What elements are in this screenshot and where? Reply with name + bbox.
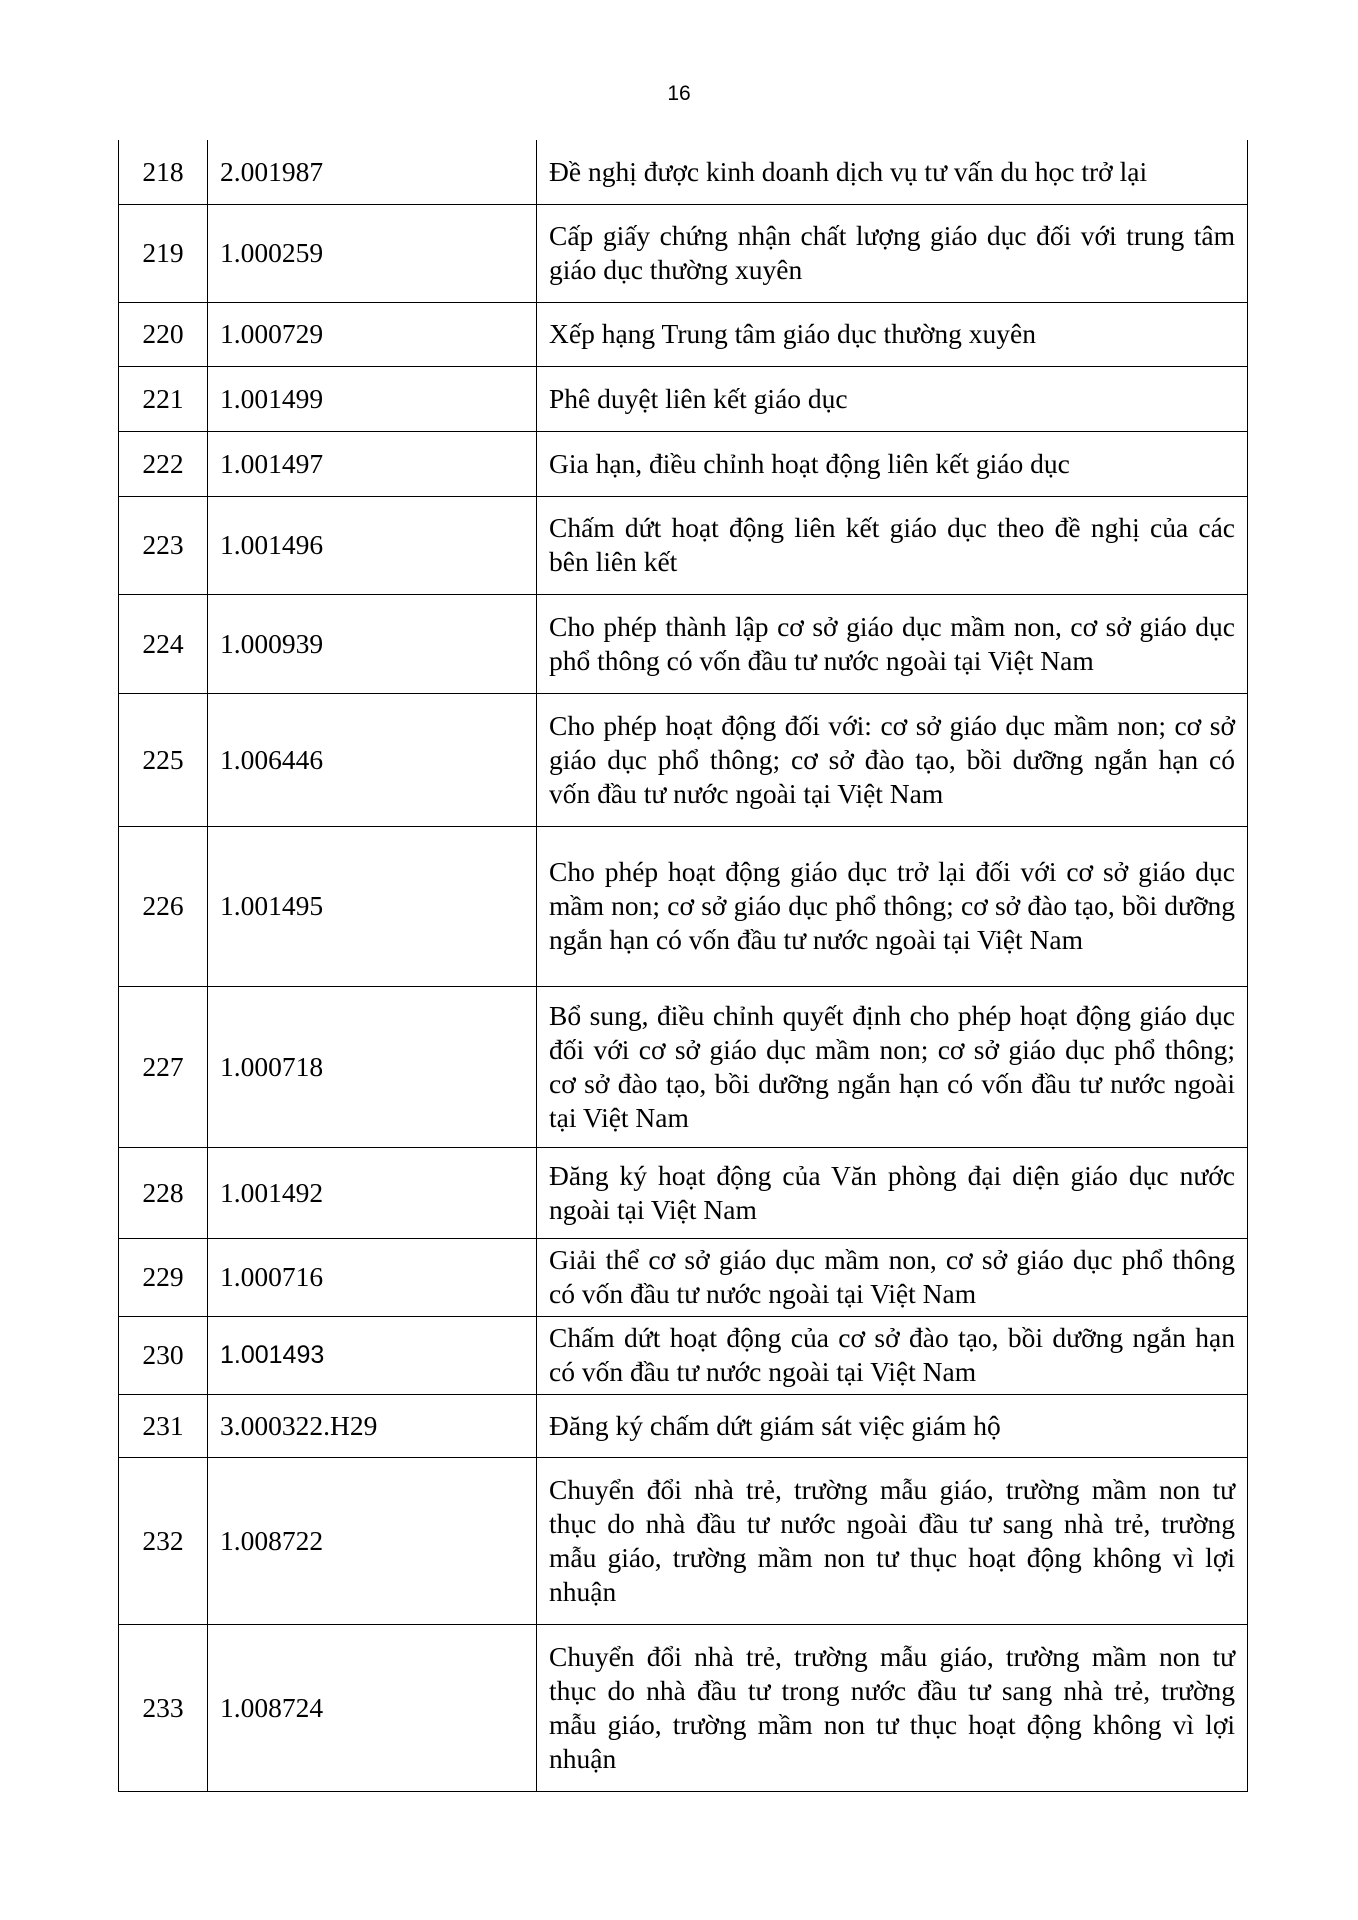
table-row	[119, 693, 1248, 826]
table-row	[119, 1238, 1248, 1316]
row-number: 229	[119, 1238, 208, 1316]
procedure-code: 1.001497	[208, 431, 537, 496]
procedure-code: 1.008724	[208, 1624, 537, 1791]
table-row	[119, 431, 1248, 496]
procedure-name: Chuyển đổi nhà trẻ, trường mẫu giáo, trường mầm non tư thục do nhà đầu tư nước ngoài đầu tư sang nhà trẻ, trường mẫu giáo, trường mầm non tư thục hoạt động không vì lợi nhuận	[537, 1457, 1248, 1624]
row-number: 220	[119, 302, 208, 366]
procedure-code: 3.000322.H29	[208, 1394, 537, 1457]
procedure-code: 1.001493	[208, 1316, 537, 1394]
table-row	[119, 1147, 1248, 1238]
procedure-name: Cho phép hoạt động đối với: cơ sở giáo dục mầm non; cơ sở giáo dục phổ thông; cơ sở đào tạo, bồi dưỡng ngắn hạn có vốn đầu tư nước ngoài tại Việt Nam	[537, 693, 1248, 826]
table-row	[119, 140, 1248, 204]
table-row	[119, 594, 1248, 693]
procedure-code: 1.000259	[208, 204, 537, 302]
row-number: 230	[119, 1316, 208, 1394]
row-number: 227	[119, 986, 208, 1147]
table-row	[119, 1457, 1248, 1624]
row-number: 233	[119, 1624, 208, 1791]
table-row	[119, 1624, 1248, 1791]
procedure-name: Cho phép thành lập cơ sở giáo dục mầm non, cơ sở giáo dục phổ thông có vốn đầu tư nước ngoài tại Việt Nam	[537, 594, 1248, 693]
page-number: 16	[667, 82, 691, 105]
row-number: 223	[119, 496, 208, 594]
table-row	[119, 1316, 1248, 1394]
table-row	[119, 366, 1248, 431]
procedure-name: Xếp hạng Trung tâm giáo dục thường xuyên	[537, 302, 1248, 366]
procedure-code: 1.000729	[208, 302, 537, 366]
row-number: 218	[119, 140, 208, 204]
procedure-name: Đăng ký chấm dứt giám sát việc giám hộ	[537, 1394, 1248, 1457]
procedure-name: Cấp giấy chứng nhận chất lượng giáo dục đối với trung tâm giáo dục thường xuyên	[537, 204, 1248, 302]
procedure-code: 2.001987	[208, 140, 537, 204]
procedure-name: Chuyển đổi nhà trẻ, trường mẫu giáo, trường mầm non tư thục do nhà đầu tư trong nước đầu tư sang nhà trẻ, trường mẫu giáo, trường mầm non tư thục hoạt động không vì lợi nhuận	[537, 1624, 1248, 1791]
procedure-name: Giải thể cơ sở giáo dục mầm non, cơ sở giáo dục phổ thông có vốn đầu tư nước ngoài tại Việt Nam	[537, 1238, 1248, 1316]
procedure-name: Chấm dứt hoạt động liên kết giáo dục theo đề nghị của các bên liên kết	[537, 496, 1248, 594]
procedure-code: 1.000716	[208, 1238, 537, 1316]
row-number: 225	[119, 693, 208, 826]
procedure-code: 1.008722	[208, 1457, 537, 1624]
table-row	[119, 302, 1248, 366]
row-number: 228	[119, 1147, 208, 1238]
procedure-code: 1.001499	[208, 366, 537, 431]
procedure-name: Chấm dứt hoạt động của cơ sở đào tạo, bồi dưỡng ngắn hạn có vốn đầu tư nước ngoài tại Việt Nam	[537, 1316, 1248, 1394]
table-row	[119, 986, 1248, 1147]
procedure-code: 1.000939	[208, 594, 537, 693]
table-row	[119, 1394, 1248, 1457]
row-number: 232	[119, 1457, 208, 1624]
procedure-name: Bổ sung, điều chỉnh quyết định cho phép hoạt động giáo dục đối với cơ sở giáo dục mầm non; cơ sở giáo dục phổ thông; cơ sở đào tạo, bồi dưỡng ngắn hạn có vốn đầu tư nước ngoài tại Việt Nam	[537, 986, 1248, 1147]
procedure-code: 1.001492	[208, 1147, 537, 1238]
row-number: 222	[119, 431, 208, 496]
procedure-code: 1.000718	[208, 986, 537, 1147]
procedure-name: Đăng ký hoạt động của Văn phòng đại diện giáo dục nước ngoài tại Việt Nam	[537, 1147, 1248, 1238]
procedure-code: 1.001495	[208, 826, 537, 986]
procedure-name: Gia hạn, điều chỉnh hoạt động liên kết giáo dục	[537, 431, 1248, 496]
procedure-name: Phê duyệt liên kết giáo dục	[537, 366, 1248, 431]
row-number: 219	[119, 204, 208, 302]
row-number: 226	[119, 826, 208, 986]
table-row	[119, 826, 1248, 986]
row-number: 231	[119, 1394, 208, 1457]
table-row	[119, 204, 1248, 302]
procedure-code: 1.006446	[208, 693, 537, 826]
procedure-table	[118, 140, 1248, 1792]
table-row	[119, 496, 1248, 594]
procedure-name: Cho phép hoạt động giáo dục trở lại đối với cơ sở giáo dục mầm non; cơ sở giáo dục phổ thông; cơ sở đào tạo, bồi dưỡng ngắn hạn có vốn đầu tư nước ngoài tại Việt Nam	[537, 826, 1248, 986]
procedure-name: Đề nghị được kinh doanh dịch vụ tư vấn du học trở lại	[537, 140, 1248, 204]
row-number: 221	[119, 366, 208, 431]
procedure-code: 1.001496	[208, 496, 537, 594]
row-number: 224	[119, 594, 208, 693]
